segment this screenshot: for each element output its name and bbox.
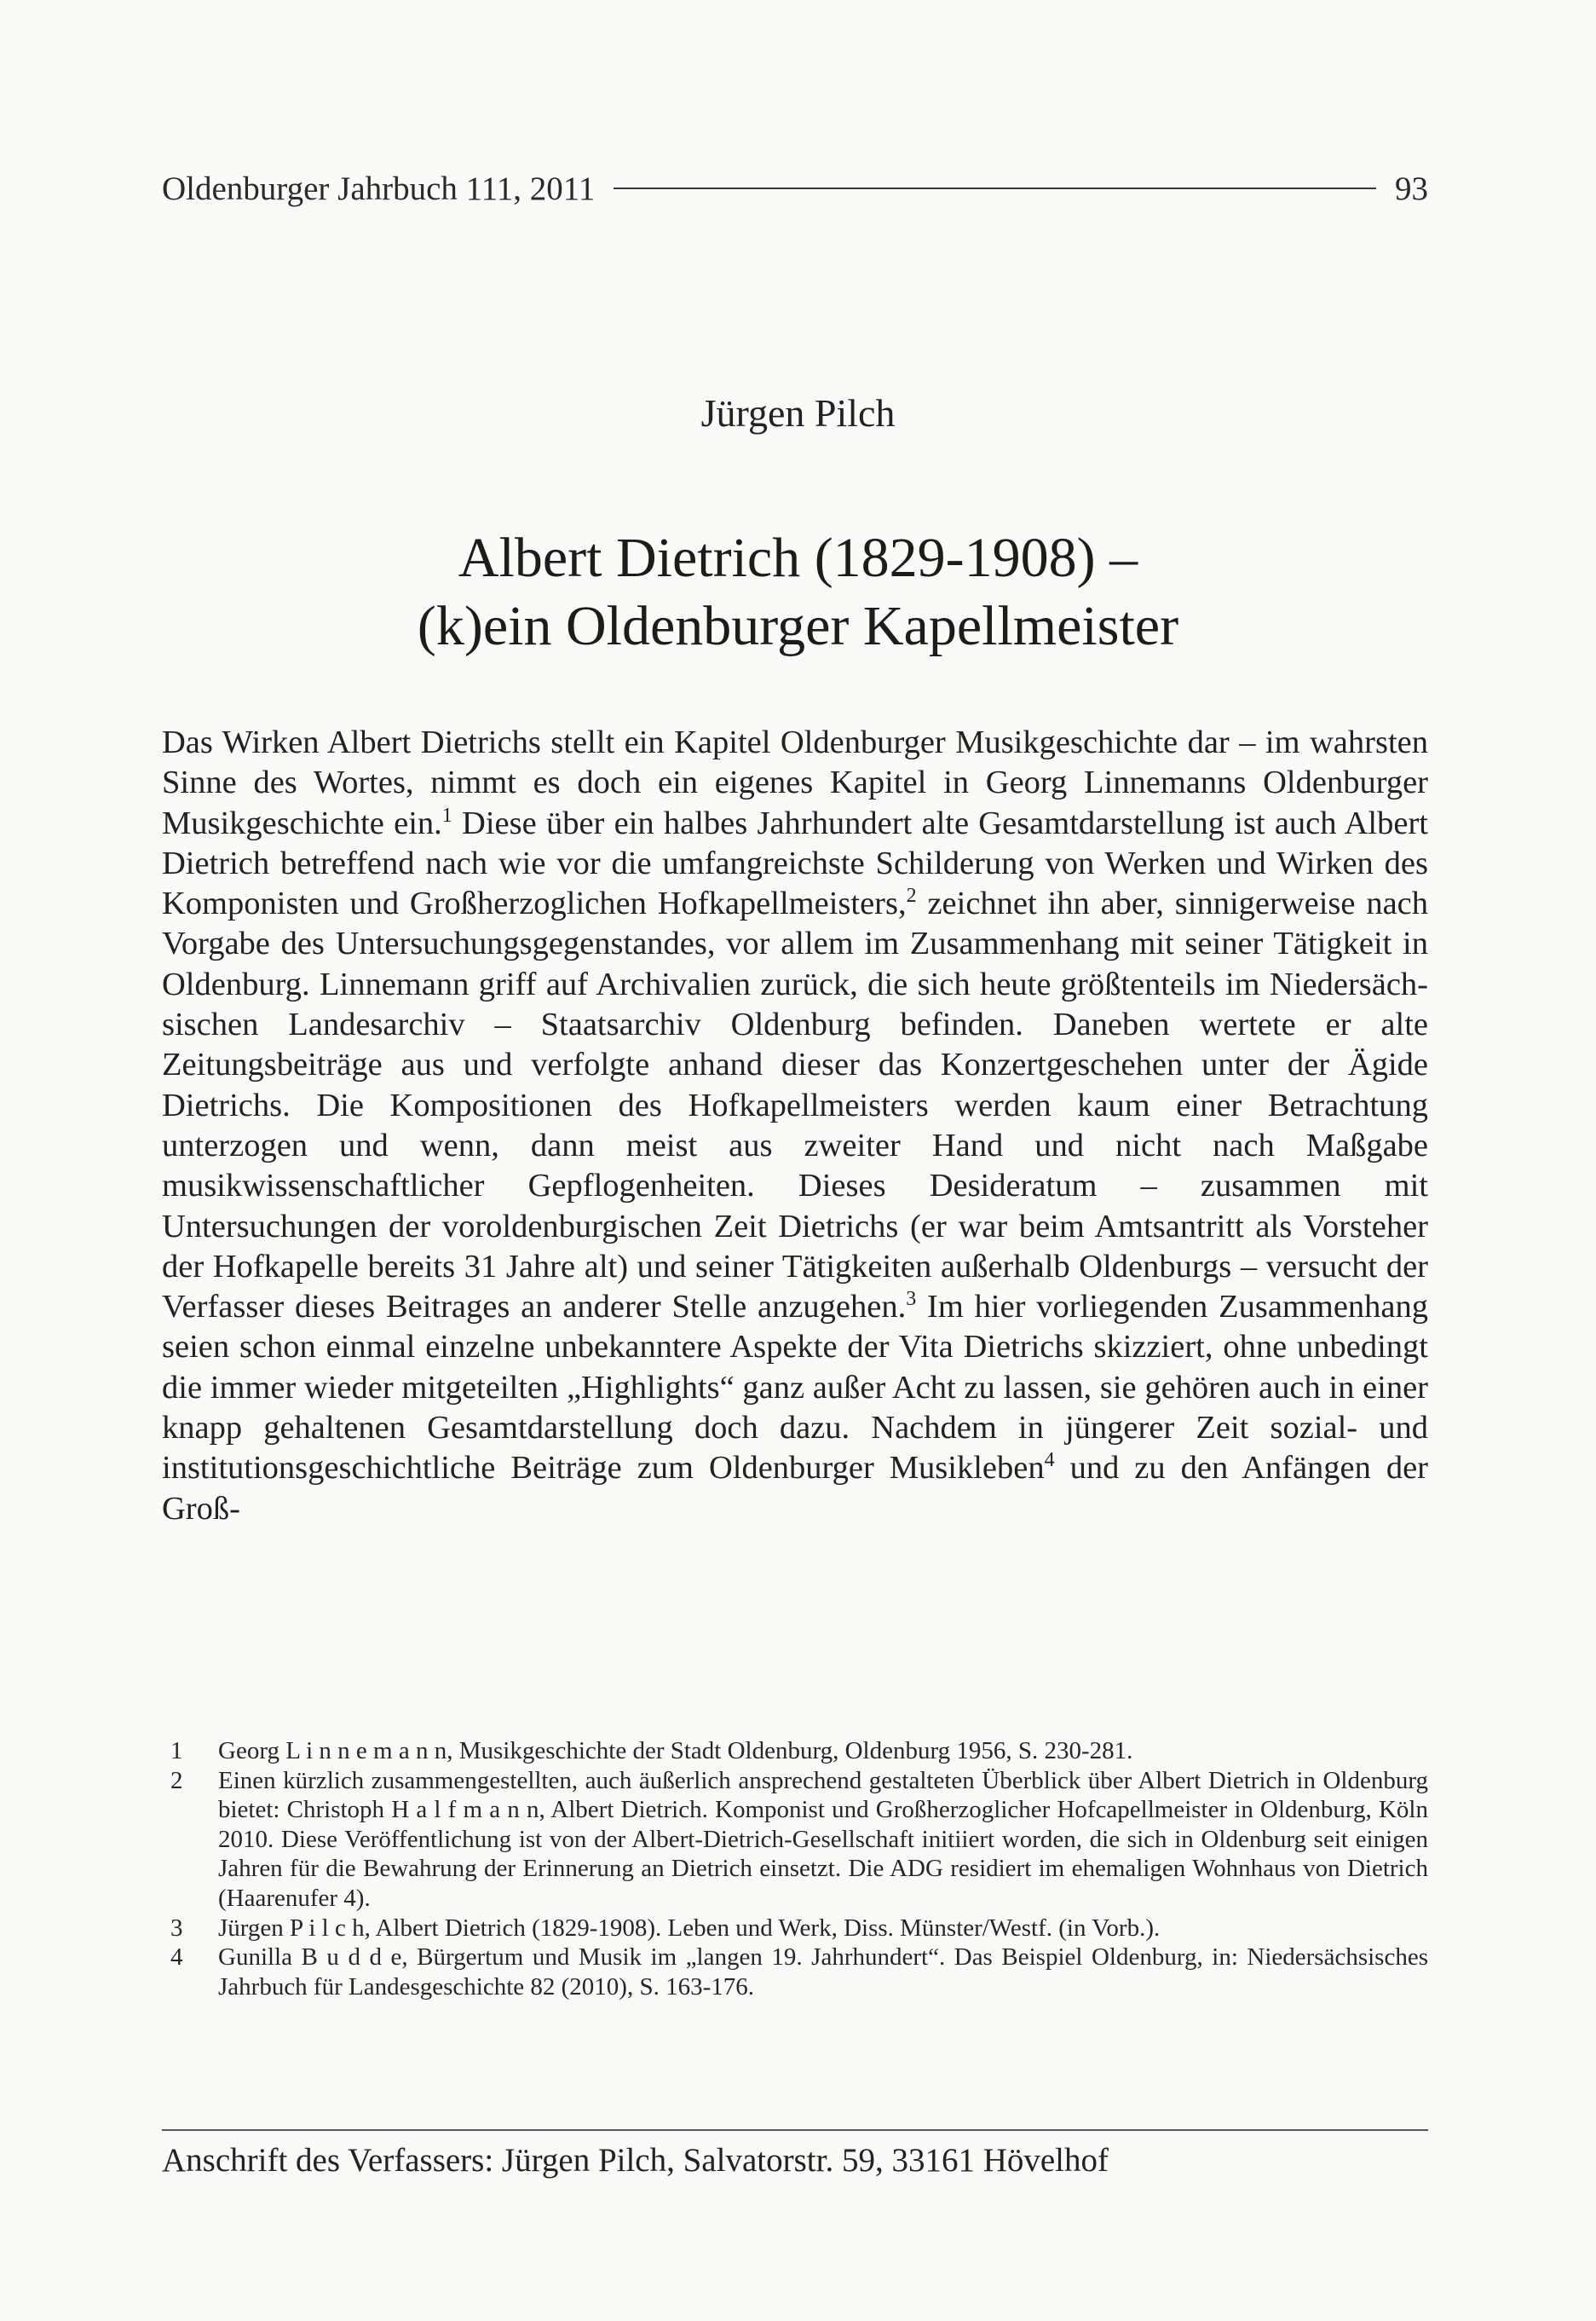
footnote-marker-1[interactable]: 1 (441, 804, 452, 827)
footnote-item (170, 1766, 1428, 1914)
footnote-number: 3 (170, 1914, 183, 1942)
footnote-text: Einen kürzlich zusammengestellten, auch äußerlich ansprechend gestalteten Überblick über Albert Dietrich in Oldenburg bietet: Christoph H a l f m a n n, Albert Dietrich. Komponist und Großherzoglicher Hofcapellmeister in Oldenburg, Köln 2010. Diese Veröffentlichung ist von der Albert-Dietrich-Gesellschaft initiiert worden, die sich in Oldenburg seit einigen Jahren für die Bewahrung der Erinnerung an Dietrich einsetzt. Die ADG residiert im ehemaligen Wohnhaus von Dietrich (Haarenufer 4). (218, 1766, 1428, 1912)
running-header (162, 167, 1428, 210)
footnote-text: Georg L i n n e m a n n, Musikgeschichte der Stadt Oldenburg, Oldenburg 1956, S. 230-281. (218, 1737, 1133, 1764)
body-text-segment: Das Wirken Albert Dietrichs stellt ein Kapitel Oldenburger Musikgeschichte dar – im wahrsten Sinne des Wortes, nimmt es doch ein eigenes Kapitel in Georg Linnemanns Oldenburger Musikgeschichte ein. (162, 725, 1428, 841)
footnote-number: 1 (170, 1737, 183, 1764)
footnote-marker-3[interactable]: 3 (906, 1288, 917, 1311)
body-paragraph (162, 723, 1428, 1529)
page-number: 93 (1395, 170, 1428, 207)
body-text-segment: Im hier vorliegenden Zusammenhang seien schon einmal einzelne unbekanntere Aspekte der Vita Dietrichs skizziert, ohne unbedingt die immer wieder mitgeteilten „Highlights“ ganz außer Acht zu lassen, sie gehören auch in einer knapp gehaltenen Gesamtdarstellung doch dazu. Nachdem in jüngerer Zeit sozial- und institutionsgeschichtliche Beiträge zum Oldenburger Musikleben (162, 1289, 1428, 1487)
body-text-segment: und zu den Anfängen der Groß- (162, 1450, 1428, 1527)
header-rule (614, 188, 1376, 189)
footnote-marker-2[interactable]: 2 (906, 885, 917, 908)
footnote-number: 2 (170, 1766, 183, 1794)
footnote-number: 4 (170, 1943, 183, 1972)
title-line-2: (k)ein Oldenburger Kapellmeister (417, 595, 1179, 657)
title-line-1: Albert Dietrich (1829-1908) – (458, 527, 1138, 589)
body-text-segment: Diese über ein halbes Jahrhundert alte Gesamtdarstellung ist auch Albert Dietrich betreffend nach wie vor die umfangreichste Schilderung von Werken und Wirken des Komponisten und Großherzoglichen Hofkapellmeisters, (162, 805, 1428, 922)
author-address: Anschrift des Verfassers: Jürgen Pilch, Salvatorstr. 59, 33161 Hövelhof (162, 2142, 1109, 2179)
footnote-item (170, 1943, 1428, 2001)
footnote-item (170, 1914, 1428, 1943)
journal-title: Oldenburger Jahrbuch 111, 2011 (162, 170, 596, 207)
address-divider (162, 2129, 1428, 2131)
article-author: Jürgen Pilch (700, 391, 896, 435)
article-title (0, 524, 1596, 661)
footnote-text: Gunilla B u d d e, Bürgertum und Musik im „langen 19. Jahrhundert“. Das Beispiel Oldenburg, in: Niedersächsisches Jahrbuch für Landesgeschichte 82 (2010), S. 163-176. (218, 1943, 1428, 2001)
footnote-text: Jürgen P i l c h, Albert Dietrich (1829-1908). Leben und Werk, Diss. Münster/Westf. (in Vorb.). (218, 1914, 1161, 1942)
footnotes-list (170, 1736, 1428, 2001)
body-text-segment: zeichnet ihn aber, sinnigerweise nach Vorgabe des Untersuchungsgegenstandes, vor allem im Zusammenhang mit seiner Tätigkeit in Oldenburg. Linnemann griff auf Archivalien zurück, die sich heute größtenteils im Niedersächsischen Landesarchiv – Staatsarchiv Oldenburg befinden. Daneben wertete er alte Zeitungsbeiträge aus und verfolgte anhand dieser das Konzertgeschehen unter der Ägide Dietrichs. Die Kompositionen des Hofkapellmeisters werden kaum einer Betrachtung unterzogen und wenn, dann meist aus zweiter Hand und nicht nach Maßgabe musikwissenschaftlicher Gepflogenheiten. Dieses Desideratum – zusammen mit Untersuchungen der voroldenburgischen Zeit Dietrichs (er war beim Amtsantritt als Vorsteher der Hofkapelle bereits 31 Jahre alt) und seiner Tätigkeiten außerhalb Oldenburgs – versucht der Verfasser dieses Beitrages an anderer Stelle anzugehen. (162, 886, 1428, 1325)
footnote-marker-4[interactable]: 4 (1044, 1449, 1055, 1472)
footnote-item (170, 1736, 1428, 1766)
